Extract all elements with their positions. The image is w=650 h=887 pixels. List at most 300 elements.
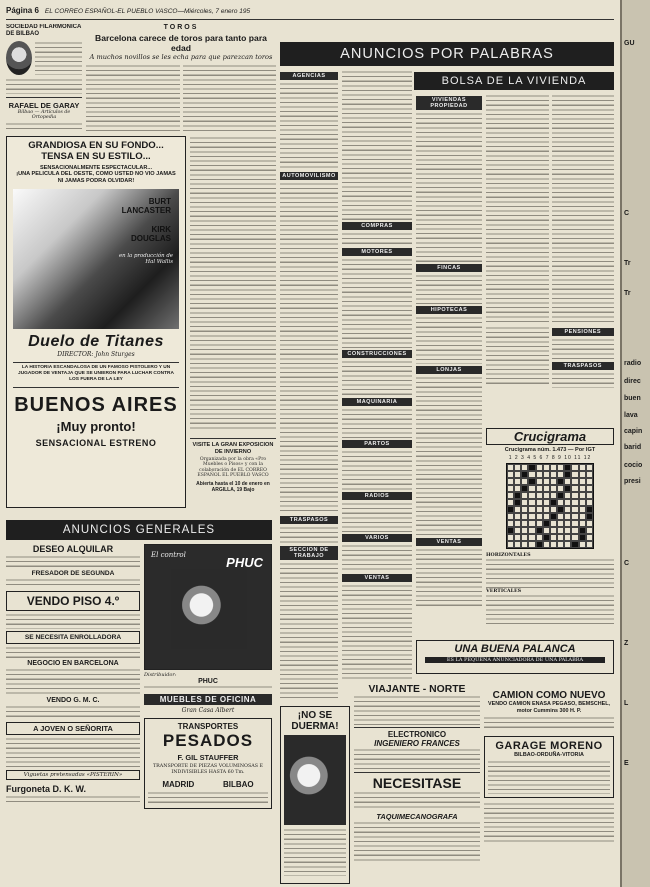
section-pensiones: PENSIONES xyxy=(552,328,615,336)
crossword-cell xyxy=(528,492,535,499)
crossword-cell xyxy=(557,527,564,534)
ad-joven-text xyxy=(6,737,140,767)
crucigrama-title: Crucigrama xyxy=(486,428,614,445)
crossword-cell xyxy=(514,499,521,506)
crossword-cell xyxy=(536,534,543,541)
adjacent-page-fragment: Tr xyxy=(624,260,631,267)
crossword-cell xyxy=(536,499,543,506)
adjacent-page-fragment: Z xyxy=(624,640,629,647)
crossword-cell xyxy=(571,527,578,534)
cinema-line-4: ¡UNA PELICULA DEL OESTE, COMO USTED NO VIO JAMAS NI JAMAS PODRA OLVIDAR! xyxy=(16,171,176,184)
pesados-label: PESADOS xyxy=(162,731,254,750)
crossword-cell xyxy=(579,506,586,513)
crossword-cell xyxy=(514,534,521,541)
adjacent-page-edge xyxy=(620,0,650,887)
crossword-cell xyxy=(579,499,586,506)
crossword-cell xyxy=(543,478,550,485)
crossword-cell xyxy=(586,492,593,499)
generales-left-column xyxy=(6,544,140,884)
bolsa-vivienda-banner: BOLSA DE LA VIVIENDA xyxy=(414,72,614,90)
crossword-cell xyxy=(521,506,528,513)
visite-exposicion xyxy=(190,438,276,512)
rafael-garay-name: RAFAEL DE GARAY xyxy=(8,101,80,110)
bolsa-column-b xyxy=(486,94,614,424)
crossword-cell xyxy=(564,499,571,506)
cinema-venue: BUENOS AIRES xyxy=(14,394,178,416)
crossword-cell xyxy=(586,485,593,492)
ad-viguetas: Viguetas pretensadas «PISTERIN» xyxy=(6,770,140,780)
crossword-cell xyxy=(579,541,586,548)
crossword-cell xyxy=(514,478,521,485)
crossword-cell xyxy=(536,464,543,471)
crossword-cell xyxy=(557,534,564,541)
crossword-cell xyxy=(550,534,557,541)
phuc-label: El control xyxy=(151,551,186,559)
cinema-description: LA HISTORIA ESCANDALOSA DE UN FAMOSO PISTOLERO Y UN JUGADOR DE VENTAJA QUE SE UNIERON PARA LUCHAR CONTRA LOS FUERA DE LA LEY xyxy=(18,365,174,382)
toros-section: TOROS xyxy=(163,24,199,31)
cinema-line-2: TENSA EN SU ESTILO... xyxy=(41,151,151,162)
adjacent-page-fragment: buen xyxy=(624,395,641,402)
lonjas-text xyxy=(416,376,482,536)
crossword-cell xyxy=(528,527,535,534)
adjacent-page-fragment: GU xyxy=(624,40,635,47)
crossword-cell xyxy=(557,506,564,513)
section-trabajo: SECCION DE TRABAJO xyxy=(280,546,338,560)
crossword-cell xyxy=(586,534,593,541)
adjacent-page-fragment: lava xyxy=(624,412,638,419)
camion-sub: VENDO CAMION ENASA PEGASO, BEMSCHEL, motor Cummins 300 H. P. xyxy=(488,701,610,714)
crossword-cell xyxy=(521,485,528,492)
crossword-cell xyxy=(586,471,593,478)
crossword-cell xyxy=(571,499,578,506)
adjacent-page-fragment: direc xyxy=(624,378,641,385)
section-lonjas: LONJAS xyxy=(416,366,482,374)
crossword-cell xyxy=(528,499,535,506)
section-bolsa-ventas: VENTAS xyxy=(416,538,482,546)
crossword-cell xyxy=(543,541,550,548)
section-radios: RADIOS xyxy=(342,492,412,500)
ad-negocio-barcelona: NEGOCIO EN BARCELONA xyxy=(27,660,119,667)
crossword-cell xyxy=(514,541,521,548)
crossword-cell xyxy=(586,527,593,534)
crossword-cell xyxy=(521,527,528,534)
trabajo-text xyxy=(280,562,338,700)
crossword-cell xyxy=(550,520,557,527)
nose-title: ¡NO SE DUERMA! xyxy=(291,710,339,732)
toros-col-1 xyxy=(86,64,180,132)
crossword-cell xyxy=(536,527,543,534)
crossword-cell xyxy=(507,492,514,499)
palabras-column-a xyxy=(280,70,338,700)
ad-joven-senorita: A JOVEN O SEÑORITA xyxy=(6,722,140,735)
crossword-cell xyxy=(550,499,557,506)
crucigrama-block xyxy=(486,428,614,642)
ingeniero-text xyxy=(354,748,480,770)
maquinaria-text xyxy=(342,408,412,438)
camion-text xyxy=(484,716,614,730)
crossword-cell xyxy=(564,541,571,548)
ad-enrolladora: SE NECESITA ENROLLADORA xyxy=(6,631,140,644)
phuc-distribuidor: Distribuidor: xyxy=(144,672,177,678)
crossword-cell xyxy=(550,471,557,478)
garage-sub: BILBAO-ORDUÑA-VITORIA xyxy=(514,752,584,758)
crossword-cell xyxy=(564,506,571,513)
ad-buena-palanca xyxy=(416,640,614,674)
crossword-cell xyxy=(571,464,578,471)
viviendas-text xyxy=(416,112,482,262)
crossword-cell xyxy=(564,527,571,534)
ad-deseo-alquilar: DESEO ALQUILAR xyxy=(32,544,114,554)
crossword-cell xyxy=(543,534,550,541)
crossword-cell xyxy=(557,471,564,478)
automovilismo-text xyxy=(280,182,338,514)
ad-piso-text xyxy=(6,613,140,629)
crossword-cell xyxy=(543,527,550,534)
ad-furgoneta: Furgoneta D. K. W. xyxy=(6,784,86,794)
section-viviendas: VIVIENDAS PROPIEDAD xyxy=(416,96,482,110)
ad-fresador-text xyxy=(6,578,140,588)
crossword-cell xyxy=(528,471,535,478)
crossword-cell xyxy=(571,506,578,513)
crossword-cell xyxy=(521,471,528,478)
crossword-cell xyxy=(514,506,521,513)
crossword-cell xyxy=(543,492,550,499)
crossword-cell xyxy=(507,485,514,492)
crossword-cell xyxy=(586,506,593,513)
toros-continuation xyxy=(190,136,276,436)
crossword-cell xyxy=(514,513,521,520)
section-traspasos: TRASPASOS xyxy=(280,516,338,524)
crossword-cell xyxy=(586,520,593,527)
crossword-cell xyxy=(528,464,535,471)
adjacent-page-fragment: C xyxy=(624,560,630,567)
partos-text xyxy=(342,450,412,490)
cinema-title: Duelo de Titanes xyxy=(28,333,164,350)
crossword-cell xyxy=(564,513,571,520)
palabras-column-b xyxy=(342,70,412,700)
crossword-cell xyxy=(528,506,535,513)
crossword-cell xyxy=(543,520,550,527)
crossword-cell xyxy=(507,513,514,520)
horizontales-text xyxy=(486,558,614,588)
section-agencias: AGENCIAS xyxy=(280,72,338,80)
toros-headline: Barcelona carece de toros para tanto para edad xyxy=(95,33,267,53)
crossword-cell xyxy=(536,513,543,520)
ad-muebles-oficina: MUEBLES DE OFICINA xyxy=(144,694,272,705)
crossword-cell xyxy=(536,478,543,485)
crossword-cell xyxy=(521,520,528,527)
crossword-cell xyxy=(586,464,593,471)
ad-vendo-gmc: VENDO G. M. C. xyxy=(46,697,100,704)
crossword-cell xyxy=(521,534,528,541)
crossword-cell xyxy=(528,541,535,548)
crucigrama-sub: Crucigrama núm. 1.473 — Por IGT xyxy=(504,447,596,453)
garage-title: GARAGE MORENO xyxy=(495,740,603,752)
crossword-cell xyxy=(514,464,521,471)
crossword-cell xyxy=(528,513,535,520)
adjacent-page-fragment: cocio xyxy=(624,462,643,469)
cinema-producer: en la producción de Hal Wallis xyxy=(118,253,173,265)
ad-electronico: ELECTRONICO xyxy=(387,730,447,739)
crossword-cell xyxy=(536,471,543,478)
crossword-cell xyxy=(564,485,571,492)
ad-taquimecanografa: TAQUIMECANOGRAFA xyxy=(376,812,458,821)
crossword-cell xyxy=(536,520,543,527)
crossword-cell xyxy=(543,464,550,471)
crossword-cell xyxy=(579,513,586,520)
crossword-cell xyxy=(521,541,528,548)
viajante-text xyxy=(354,695,480,725)
crossword-cell xyxy=(507,534,514,541)
stauffer-madrid: MADRID xyxy=(162,780,195,789)
visite-head: VISITE LA GRAN EXPOSICION DE INVIERNO xyxy=(192,442,274,455)
crossword-cell xyxy=(550,478,557,485)
toros-continuation-text xyxy=(190,136,276,432)
crossword-cell xyxy=(514,492,521,499)
crossword-cell xyxy=(571,471,578,478)
ad-necesitase: NECESITASE xyxy=(372,775,462,791)
crossword-cell xyxy=(550,513,557,520)
bolsa-col-b3-text xyxy=(486,326,549,386)
crossword-cell xyxy=(521,478,528,485)
traspasos-text xyxy=(280,526,338,544)
phuc-device-image xyxy=(171,569,247,649)
crossword-cell xyxy=(507,506,514,513)
crossword-cell xyxy=(536,485,543,492)
section-partos: PARTOS xyxy=(342,440,412,448)
crossword-cell xyxy=(571,541,578,548)
adjacent-page-fragment: E xyxy=(624,760,629,767)
section-ventas: VENTAS xyxy=(342,574,412,582)
society-text xyxy=(35,41,82,75)
crossword-cell xyxy=(571,513,578,520)
construcciones-text xyxy=(342,360,412,396)
masthead-line: EL CORREO ESPAÑOL-EL PUEBLO VASCO—Miércoles, 7 enero 195 xyxy=(44,8,251,15)
section-hipotecas: HIPOTECAS xyxy=(416,306,482,314)
adjacent-page-fragment: Tr xyxy=(624,290,631,297)
section-automovilismo: AUTOMOVILISMO xyxy=(280,172,338,180)
society-text-2 xyxy=(6,78,82,94)
crossword-cell xyxy=(557,485,564,492)
crossword-cell xyxy=(564,492,571,499)
bolsa-col-b2-text xyxy=(552,94,615,324)
society-name: SOCIEDAD FILARMONICA DE BILBAO xyxy=(6,24,82,37)
crossword-cell xyxy=(507,527,514,534)
ad-gmc-text xyxy=(6,705,140,719)
transportes-label: TRANSPORTES xyxy=(177,722,239,731)
ad-camion: CAMION COMO NUEVO xyxy=(492,690,606,701)
ad-transportes-pesados xyxy=(144,718,272,809)
cinema-soon: ¡Muy pronto! xyxy=(56,419,136,434)
toros-article xyxy=(86,24,276,132)
col-b-text-1 xyxy=(342,70,412,220)
crossword-cell xyxy=(571,520,578,527)
crossword-cell xyxy=(564,471,571,478)
adjacent-page-fragment: barid xyxy=(624,444,642,451)
crossword-cell xyxy=(579,534,586,541)
toros-col-2 xyxy=(183,64,277,132)
society-emblem-icon xyxy=(6,41,32,75)
crossword-cell xyxy=(514,520,521,527)
crossword-cell xyxy=(514,471,521,478)
crossword-cell xyxy=(521,492,528,499)
cinema-star-1: BURT LANCASTER xyxy=(121,197,171,215)
bolsa-ventas-text xyxy=(416,548,482,608)
crossword-cell xyxy=(528,520,535,527)
crossword-cell xyxy=(521,499,528,506)
fincas-text xyxy=(416,274,482,304)
crossword-cell xyxy=(543,513,550,520)
stauffer-sub: TRANSPORTE DE PIEZAS VOLUMINOSAS E INDIVISIBLES HASTA 60 Tm. xyxy=(152,764,264,775)
crossword-cell xyxy=(571,478,578,485)
crossword-cell xyxy=(536,506,543,513)
crossword-cell xyxy=(507,464,514,471)
crossword-cell xyxy=(521,513,528,520)
crossword-cell xyxy=(536,492,543,499)
cinema-director: DIRECTOR: John Sturges xyxy=(57,351,135,358)
cinema-star-2: KIRK DOUGLAS xyxy=(131,225,171,243)
necesitase-text xyxy=(354,791,480,809)
palanca-title: UNA BUENA PALANCA xyxy=(454,643,576,655)
bolsa-traspasos-text xyxy=(552,372,615,388)
crossword-cell xyxy=(579,492,586,499)
adjacent-page-fragment: presi xyxy=(624,478,641,485)
crossword-cell xyxy=(557,520,564,527)
bottom-right-text xyxy=(484,802,614,842)
crossword-cell xyxy=(543,485,550,492)
crossword-cell xyxy=(550,464,557,471)
crossword-cell xyxy=(507,471,514,478)
crossword-cell xyxy=(564,478,571,485)
crossword-cell xyxy=(557,499,564,506)
crossword-cell xyxy=(528,534,535,541)
crossword-cell xyxy=(543,506,550,513)
ad-vendo-piso: VENDO PISO 4.º xyxy=(6,591,140,611)
ad-fresador: FRESADOR DE SEGUNDA xyxy=(31,570,115,577)
crossword-cell xyxy=(586,478,593,485)
radios-text xyxy=(342,502,412,532)
section-varios: VARIOS xyxy=(342,534,412,542)
bolsa-column-a xyxy=(416,94,482,634)
crossword-cell xyxy=(579,471,586,478)
crossword-cell xyxy=(550,485,557,492)
crossword-cell xyxy=(514,527,521,534)
ad-phuc xyxy=(144,544,272,670)
section-motores: MOTORES xyxy=(342,248,412,256)
nose-clock-image xyxy=(284,735,346,825)
toros-subheadline: A muchos novillos se les echa para que parezcan toros xyxy=(89,53,273,61)
hipotecas-text xyxy=(416,316,482,364)
adjacent-page-fragment: radio xyxy=(624,360,642,367)
crossword-cell xyxy=(521,464,528,471)
crucigrama-grid xyxy=(506,463,594,549)
section-maquinaria: MAQUINARIA xyxy=(342,398,412,406)
ad-deseo-text xyxy=(6,555,140,567)
cinema-estreno: SENSACIONAL ESTRENO xyxy=(35,438,157,448)
adjacent-page-fragment: L xyxy=(624,700,629,707)
cinema-line-3: SENSACIONALMENTE ESPECTACULAR... xyxy=(39,165,153,171)
phuc-address xyxy=(144,685,272,691)
cinema-ad-duelo-de-titanes xyxy=(6,136,186,508)
stauffer-addresses xyxy=(148,791,268,805)
muebles-brand: Gran Casa Albert xyxy=(181,707,235,714)
phuc-brand-logo: PHUC xyxy=(226,555,263,570)
crossword-cell xyxy=(557,492,564,499)
verticales-text xyxy=(486,594,614,624)
cinema-line-1: GRANDIOSA EN SU FONDO... xyxy=(28,140,164,151)
crossword-cell xyxy=(528,485,535,492)
cinema-poster-image xyxy=(13,189,179,329)
crossword-cell xyxy=(571,492,578,499)
generales-right-column xyxy=(144,544,272,884)
crossword-cell xyxy=(550,492,557,499)
ad-enrolladora-text xyxy=(6,646,140,658)
bottom-center-ads xyxy=(354,684,480,884)
crossword-cell xyxy=(557,513,564,520)
crossword-cell xyxy=(586,513,593,520)
varios-text xyxy=(342,544,412,572)
agencias-text xyxy=(280,82,338,170)
crossword-cell xyxy=(564,520,571,527)
adjacent-page-fragment: C xyxy=(624,210,630,217)
bolsa-col-b1-text xyxy=(486,94,549,324)
compras-text xyxy=(342,232,412,246)
crossword-cell xyxy=(579,527,586,534)
crossword-cell xyxy=(586,499,593,506)
crossword-cell xyxy=(571,534,578,541)
crossword-cell xyxy=(528,478,535,485)
ad-negocio-text xyxy=(6,668,140,694)
crossword-cell xyxy=(543,499,550,506)
adjacent-page-fragment: capin xyxy=(624,428,643,435)
crossword-cell xyxy=(507,478,514,485)
crossword-cell xyxy=(507,499,514,506)
masthead xyxy=(6,6,614,20)
ventas-text xyxy=(342,584,412,680)
nose-text xyxy=(284,828,346,876)
crossword-cell xyxy=(543,471,550,478)
crossword-cell xyxy=(550,541,557,548)
visite-place: Abierta hasta el 10 de enero en ARGILLA, 19 Bajo xyxy=(196,480,270,493)
crucigrama-numbers: 1 2 3 4 5 6 7 8 9 10 11 12 xyxy=(508,455,592,461)
crossword-cell xyxy=(586,541,593,548)
visite-body: Organizada por la obra «Pro Muebles o Pisos» y con la colaboración de EL CORREO ESPAÑOL EL PUEBLO VASCO xyxy=(197,457,269,479)
rafael-garay-sub: Bilbao — Artículos de Ortopedia xyxy=(17,110,71,120)
bottom-right-ads xyxy=(484,678,614,884)
stauffer-bilbao: BILBAO xyxy=(222,780,254,789)
section-bolsa-traspasos: TRASPASOS xyxy=(552,362,615,370)
crossword-cell xyxy=(514,485,521,492)
ad-no-se-duerma xyxy=(280,706,350,884)
garage-text xyxy=(488,760,610,794)
ad-furgoneta-text xyxy=(6,795,140,803)
section-compras: COMPRAS xyxy=(342,222,412,230)
crossword-cell xyxy=(557,541,564,548)
taqui-text xyxy=(354,821,480,861)
crossword-cell xyxy=(550,506,557,513)
section-construcciones: CONSTRUCCIONES xyxy=(342,350,412,358)
pensiones-text xyxy=(552,338,615,360)
crossword-cell xyxy=(564,534,571,541)
section-fincas: FINCAS xyxy=(416,264,482,272)
crucigrama-horizontales: HORIZONTALES xyxy=(486,552,531,558)
crossword-cell xyxy=(507,541,514,548)
rafael-text xyxy=(6,122,82,132)
ad-viajante-norte: VIAJANTE - NORTE xyxy=(368,684,466,695)
anuncios-por-palabras-banner: ANUNCIOS POR PALABRAS xyxy=(280,42,614,66)
ad-garage-moreno xyxy=(484,736,614,798)
crossword-cell xyxy=(564,464,571,471)
